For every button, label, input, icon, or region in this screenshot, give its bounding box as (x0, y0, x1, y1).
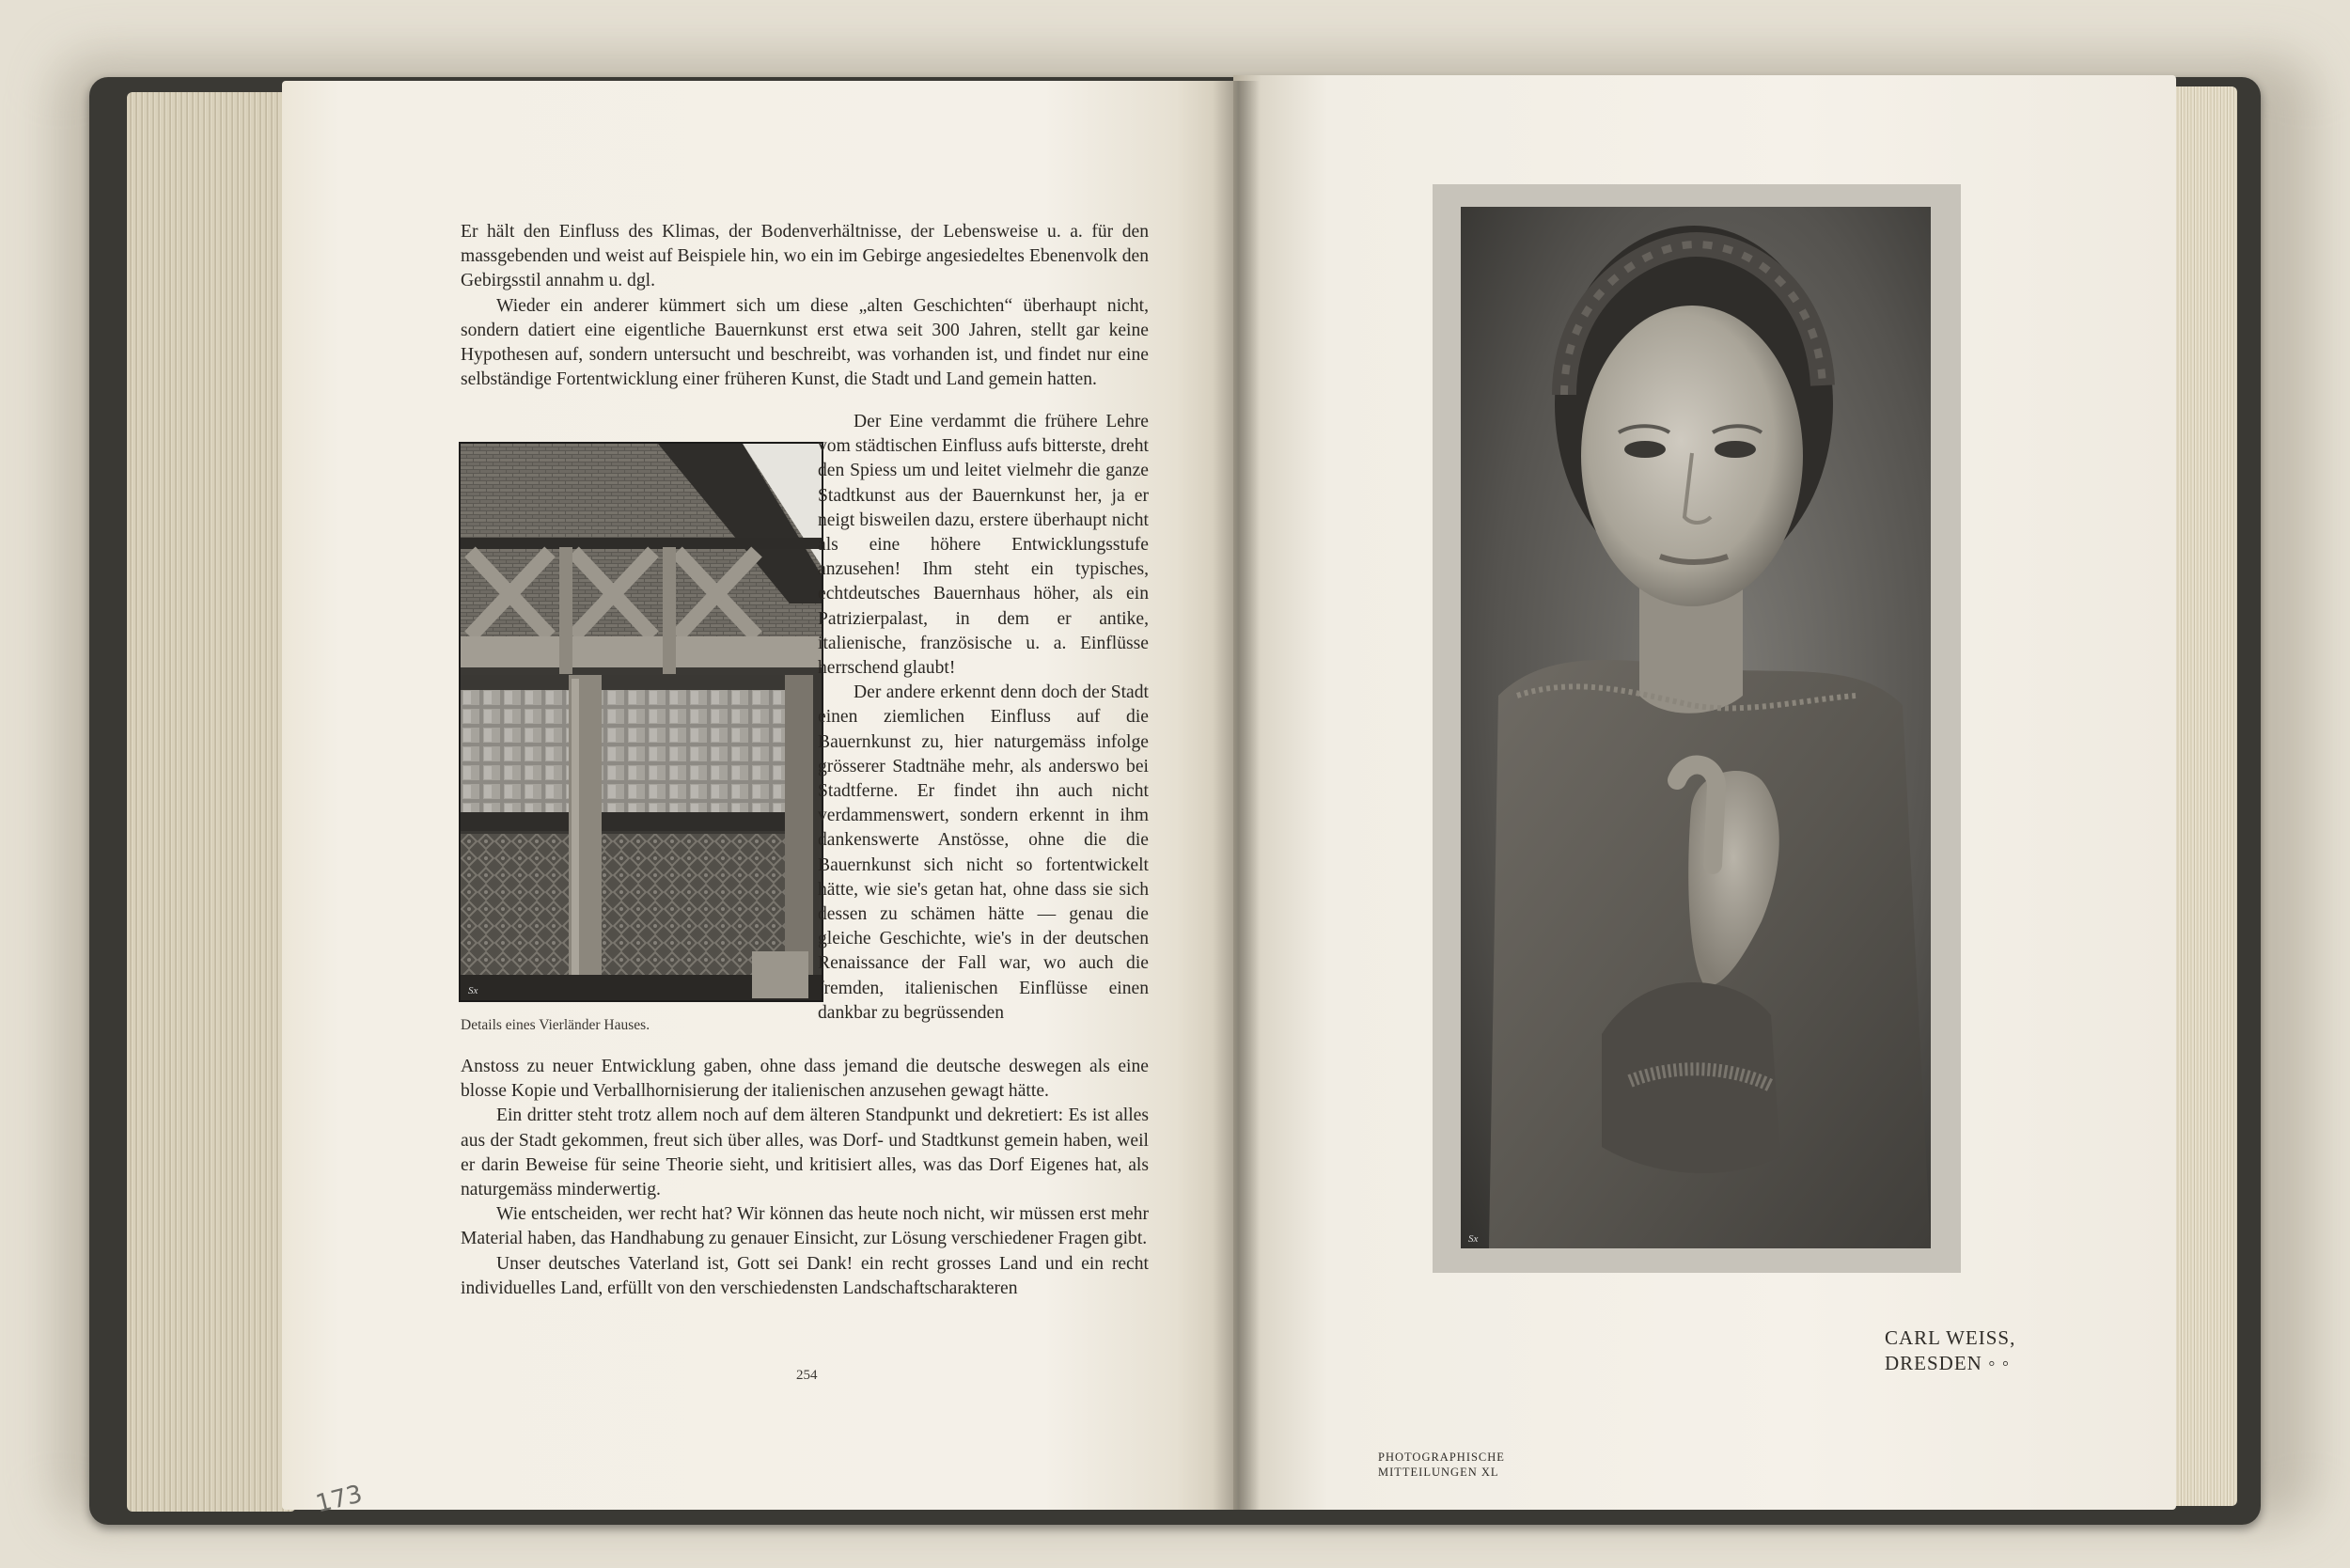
portrait-photo (1461, 207, 1931, 1248)
publication-footer (1378, 1450, 1505, 1480)
footer-line: PHOTOGRAPHISCHE (1378, 1450, 1505, 1464)
credit-city: DRESDEN ◦ ◦ (1885, 1352, 2011, 1374)
paragraph: Ein dritter steht trotz allem noch auf dem älteren Standpunkt und dekretiert: Es ist alles aus der Stadt gekommen, freut sich über alles, was Dorf- und Stadtkunst gemein haben, weil er darin Beweise für seine Theorie sieht, und kritisiert alles, was das Dorf Eigenes hat, als naturgemäss minderwertig. (461, 1105, 1149, 1200)
paragraph: Der Eine verdammt die frühere Lehre vom städtischen Einfluss aufs bitterste, dreht den Spiess um und leitet vielmehr die ganze Stadtkunst aus der Bauernkunst her, ja er neigt bisweilen dazu, erstere überhaupt nicht als eine höhere Entwicklungsstufe anzusehen! Ihm steht ein typisches, echtdeutsches Bauernhaus höher, als ein Patrizierpalast, in dem er antike, italienische, französische u. a. Einflüsse herrschend glaubt! (818, 412, 1149, 679)
paragraph: Unser deutsches Vaterland ist, Gott sei Dank! ein recht grosses Land und ein recht individuelles Land, erfüllt von den verschiedensten Landschaftscharakteren (461, 1253, 1149, 1298)
left-page-edges (127, 92, 296, 1512)
paragraph: Wieder ein anderer kümmert sich um diese „alten Geschichten“ überhaupt nicht, sondern datiert eine eigentliche Bauernkunst erst etwa seit 300 Jahren, stellt gar keine Hypothesen auf, sondern untersucht und beschreibt, was vorhanden ist, und findet nur eine selbständige Fortentwicklung einer früheren Kunst, die Stadt und Land gemein hatten. (461, 295, 1149, 390)
engraver-mark: Sx (468, 985, 478, 996)
paragraph: Anstoss zu neuer Entwicklung gaben, ohne dass jemand die deutsche deswegen als eine blosse Kopie und Verballhornisierung der italienischen anzusehen gewagt hätte. (461, 1057, 1149, 1102)
pencil-annotation: 173 (313, 1480, 366, 1519)
half-timbered-house-photo (459, 442, 823, 1002)
paragraph: Er hält den Einfluss des Klimas, der Bodenverhältnisse, der Lebensweise u. a. für den massgebenden und weist auf Beispiele hin, wo ein im Gebirge angesiedeltes Ebenenvolk den Gebirgsstil annahm u. dgl. (461, 222, 1149, 291)
bottom-text-block (461, 1055, 1149, 1301)
engraver-mark: Sx (1468, 1233, 1479, 1245)
paragraph: Der andere erkennt denn doch der Stadt einen ziemlichen Einfluss auf die Bauernkunst zu, hier naturgemäss infolge grösserer Stadtnähe mehr, als anderswo bei Stadtferne. Er findet ihn auch nicht verdammenswert, sondern erkennt in ihm dankenswerte Anstösse, ohne die die Bauernkunst sich nicht so fortentwickelt hätte, wie sie's getan hat, ohne dass sie sich dessen zu schämen hätte — genau die gleiche Geschichte, wie's in der deutschen Renaissance der Fall war, wo auch die fremden, italienischen Einflüsse einen dankbar zu begrüssenden (818, 682, 1149, 1023)
book-gutter (1213, 81, 1260, 1510)
side-text-block (818, 410, 1149, 1026)
paragraph: Wie entscheiden, wer recht hat? Wir können das heute noch nicht, wir müssen erst mehr Material haben, das Handhabung zu genauer Einsicht, zur Lösung verschiedener Fragen gibt. (461, 1204, 1149, 1249)
page-number: 254 (796, 1368, 818, 1383)
footer-line: MITTEILUNGEN XL (1378, 1466, 1499, 1479)
credit-name: CARL WEISS, (1885, 1326, 2016, 1349)
figure-caption: Details eines Vierländer Hauses. (461, 1017, 650, 1033)
photographer-credit (1885, 1325, 2015, 1376)
top-text-block (461, 220, 1149, 392)
